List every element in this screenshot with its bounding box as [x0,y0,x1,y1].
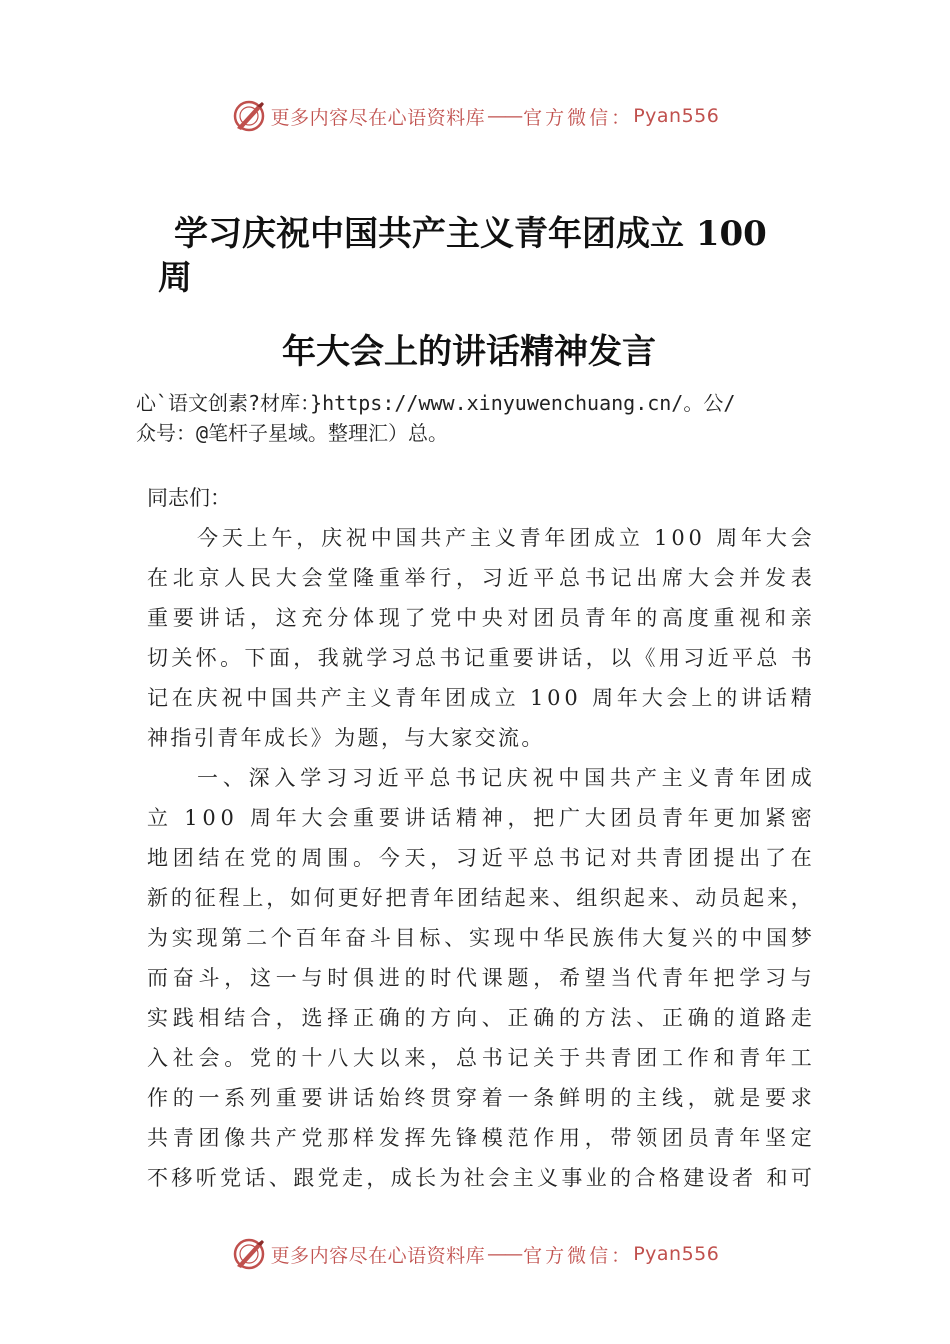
body-line [147,518,812,558]
greeting: 同志们： [147,486,231,510]
body-line [147,1158,812,1198]
source-note [136,388,836,448]
banner-wechat-id: Pyan556 [633,105,720,127]
banner-dash: —— [487,105,522,127]
body-line-text: 为 实 现 第 二 个 百 年 奋 斗 目 标 、 实 现 中 华 民 族 伟 大 复 兴 的 中 国 梦 [147,926,812,950]
body-line [147,598,812,638]
banner-label: 官方微信： [523,106,634,129]
body-line [147,558,812,598]
banner-label: 官方微信： [523,1244,634,1267]
source-note-line-2: 众号：@笔杆子星域。整理汇）总。 [136,421,449,445]
body-line-text: 新 的 征 程 上 ， 如 何 更 好 把 青 年 团 结 起 来 、 组 织 起 来 、 动 员 起 来 ， [147,886,812,910]
body-line-text: 实 践 相 结 合 ， 选 择 正 确 的 方 向 、 正 确 的 方 法 、 正 确 的 道 路 走 [147,1006,812,1030]
document-title-line-1: 学习庆祝中国共产主义青年团成立 100 [174,214,767,254]
body-line [147,1038,812,1078]
body-line-text: 入 社 会 。 党 的 十 八 大 以 来 ， 总 书 记 关 于 共 青 团 工 作 和 青 年 工 [147,1046,812,1070]
body-line [147,1118,812,1158]
paragraph-indent [147,518,197,558]
footer-banner [0,1232,950,1276]
paragraph-indent [147,758,197,798]
body-line [147,998,812,1038]
body-line [147,958,812,998]
body-line [147,758,812,798]
body-line-text: 在 北 京 人 民 大 会 堂 隆 重 举 行 ， 习 近 平 总 书 记 出 席 大 会 并 发 表 [147,566,812,590]
body-line-text: 地 团 结 在 党 的 周 围 。 今 天 ， 习 近 平 总 书 记 对 共 青 团 提 出 了 在 [147,846,812,870]
body-line-text: 共 青 团 像 共 产 党 那 样 发 挥 先 锋 模 范 作 用 ， 带 领 团 员 青 年 坚 定 [147,1126,812,1150]
document-body [147,478,812,1198]
pen-seal-icon [231,1236,267,1272]
body-line-text: 而 奋 斗 ， 这 一 与 时 俱 进 的 时 代 课 题 ， 希 望 当 代 青 年 把 学 习 与 [147,966,812,990]
body-line-text: 今 天 上 午 ， 庆 祝 中 国 共 产 主 义 青 年 团 成 立 1 0 0 周 年 大 会 [197,526,812,550]
body-line [147,1078,812,1118]
body-line-text: 神指引青年成长》为题，与大家交流。 [147,726,545,750]
banner-text: 更多内容尽在心语资料库 [270,1244,486,1267]
body-line-text: 重 要 讲 话 ， 这 充 分 体 现 了 党 中 央 对 团 员 青 年 的 高 度 重 视 和 亲 [147,606,812,630]
banner-wechat-id: Pyan556 [633,1243,720,1265]
body-line-text: 不 移 听 党 话 、 跟 党 走 ， 成 长 为 社 会 主 义 事 业 的 合 格 建 设 者 和 可 [147,1166,812,1190]
banner-text: 更多内容尽在心语资料库 [270,106,486,129]
body-line-text: 切 关 怀 。 下 面 ， 我 就 学 习 总 书 记 重 要 讲 话 ， 以 《 用 习 近 平 总 书 [147,646,812,670]
body-line-text: 一 、 深 入 学 习 习 近 平 总 书 记 庆 祝 中 国 共 产 主 义 青 年 团 成 [197,766,812,790]
banner-dash: —— [487,1243,522,1265]
body-line [147,798,812,838]
body-line [147,718,812,758]
document-title-line-2: 周 [158,258,192,298]
body-line [147,918,812,958]
body-line-text: 记 在 庆 祝 中 国 共 产 主 义 青 年 团 成 立 1 0 0 周 年 大 会 上 的 讲 话 精 [147,686,812,710]
document-title-line-3: 年大会上的讲话精神发言 [282,332,656,372]
pen-seal-icon [231,98,267,134]
body-line-text: 立 1 0 0 周 年 大 会 重 要 讲 话 精 神 ， 把 广 大 团 员 青 年 更 加 紧 密 [147,806,812,830]
header-banner [0,94,950,138]
body-line [147,678,812,718]
body-line [147,878,812,918]
body-lines [147,518,812,1198]
body-line [147,638,812,678]
source-note-line-1: 心`语文创素?材库：}https://www.xinyuwenchuang.cn/。公/ [136,391,736,415]
body-line-text: 作 的 一 系 列 重 要 讲 话 始 终 贯 穿 着 一 条 鲜 明 的 主 线 ， 就 是 要 求 [147,1086,812,1110]
body-line [147,838,812,878]
